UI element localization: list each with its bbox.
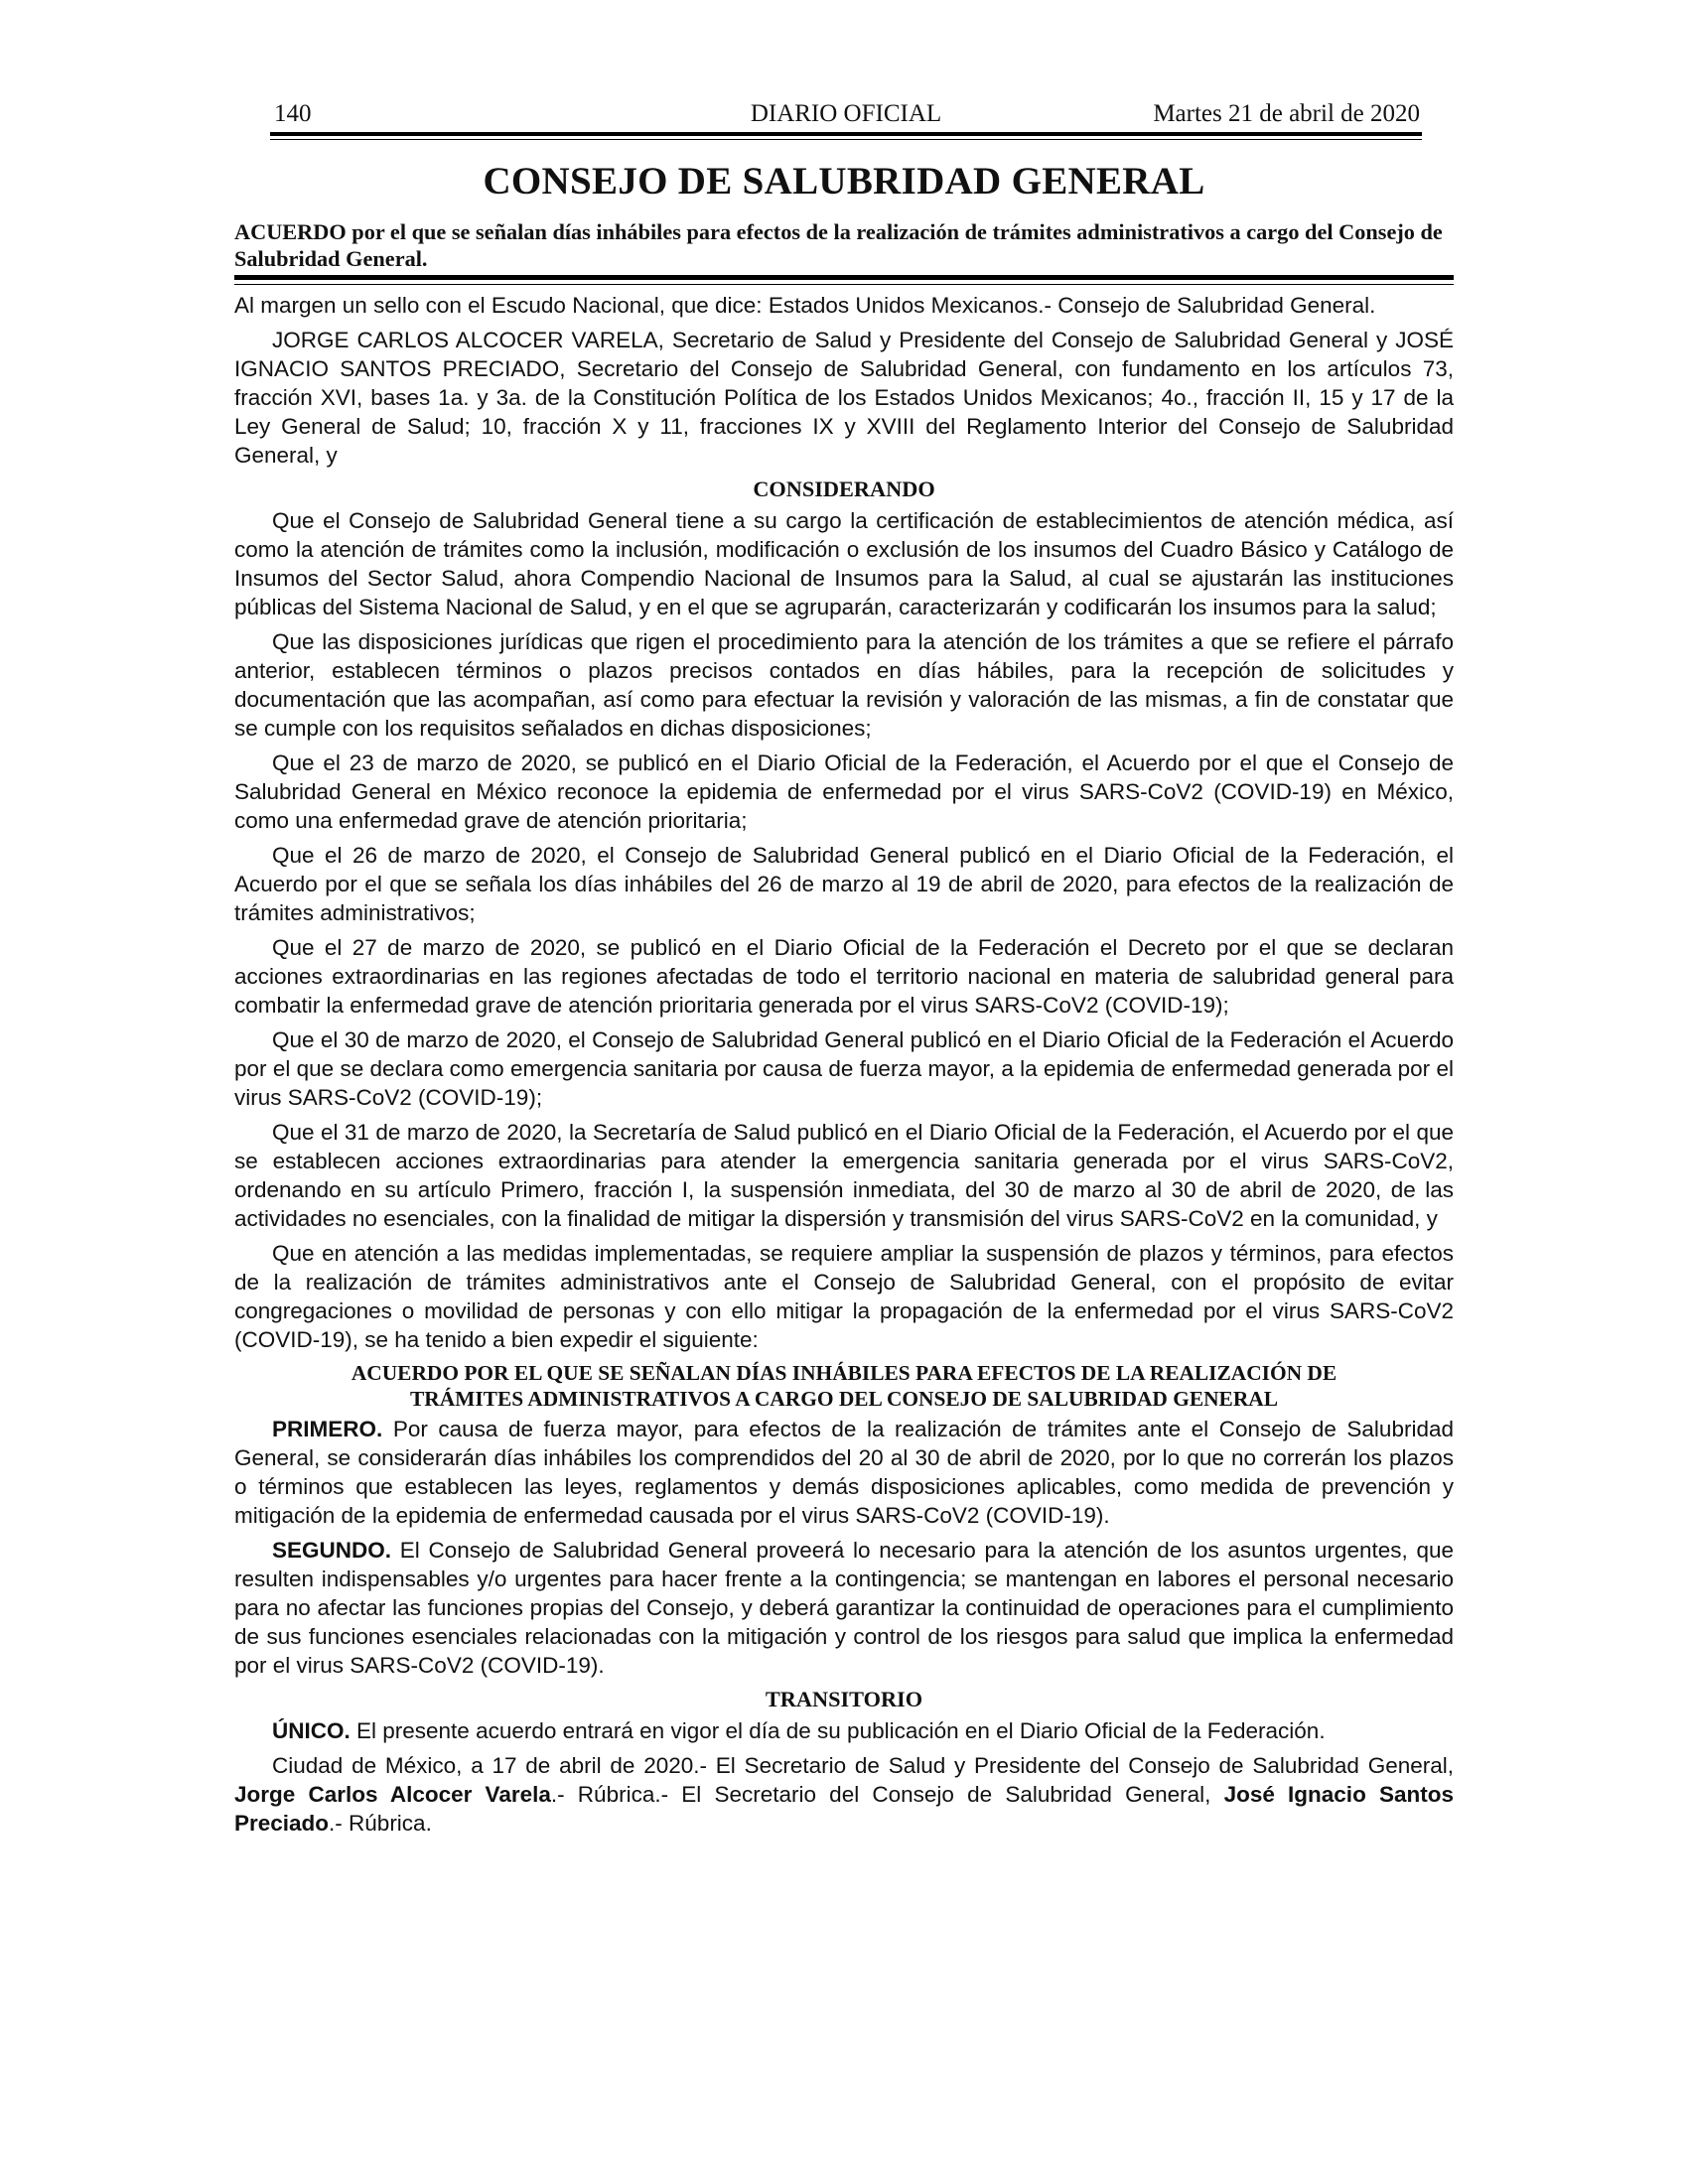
considerando-paragraph: Que el 23 de marzo de 2020, se publicó en el Diario Oficial de la Federación, el Acuerdo por el que el Consejo de Salubridad General en México reconoce la epidemia de enfermedad por el virus SARS-CoV2 (COVID-19) en México, como una enfermedad grave de atención prioritaria;	[234, 751, 1454, 833]
article-text: El Consejo de Salubridad General proveerá lo necesario para la atención de los asuntos urgentes, que resulten indispensables y/o urgentes para hacer frente a la contingencia; se mantengan en labores el personal necesario para no afectar las funciones propias del Consejo, y deberá garantizar la continuidad de operaciones para el cumplimiento de sus funciones esenciales relacionadas con la mitigación y control de los riesgos para salud que implica la enfermedad por el virus SARS-CoV2 (COVID-19).	[234, 1538, 1454, 1678]
decree-summary: ACUERDO por el que se señalan días inhábiles para efectos de la realización de trámites administrativos a cargo del Consejo de Salubridad General.	[234, 219, 1443, 271]
preamble: JORGE CARLOS ALCOCER VARELA, Secretario de Salud y Presidente del Consejo de Salubridad General y JOSÉ IGNACIO SANTOS PRECIADO, Secretario del Consejo de Salubridad General, con fundamento en los artículos 73, fracción XVI, bases 1a. y 3a. de la Constitución Política de los Estados Unidos Mexicanos; 4o., fracción II, 15 y 17 de la Ley General de Salud; 10, fracción X y 11, fracciones IX y XVIII del Reglamento Interior del Consejo de Salubridad General, y	[234, 328, 1454, 468]
signature-text: .- Rúbrica.- El Secretario del Consejo de Salubridad General,	[550, 1782, 1224, 1807]
signatory-name: José Ignacio Santos Preciado	[234, 1782, 1455, 1836]
considerando-paragraph: Que el 31 de marzo de 2020, la Secretaría de Salud publicó en el Diario Oficial de la Federación, el Acuerdo por el que se establecen acciones extraordinarias para atender la emergencia sanitaria generada por el virus SARS-CoV2, ordenando en su artículo Primero, fracción I, la suspensión inmediata, del 30 de marzo al 30 de abril de 2020, de las actividades no esenciales, con la finalidad de mitigar la dispersión y transmisión del virus SARS-CoV2 en la comunidad, y	[234, 1120, 1454, 1231]
considerando-paragraph: Que las disposiciones jurídicas que rigen el procedimiento para la atención de los trámites a que se refiere el párrafo anterior, establecen términos o plazos precisos contados en días hábiles, para la recepción de solicitudes y documentación que las acompañan, así como para efectuar la revisión y valoración de las mismas, a fin de constatar que se cumple con los requisitos señalados en dichas disposiciones;	[234, 629, 1454, 741]
article-segundo	[234, 1536, 1454, 1680]
transitorio-heading: TRANSITORIO	[765, 1687, 923, 1711]
signature-text: .- Rúbrica.	[329, 1811, 432, 1836]
summary-rule-thin	[234, 284, 1454, 285]
considerando-heading: CONSIDERANDO	[753, 477, 935, 501]
acuerdo-heading-line2: TRÁMITES ADMINISTRATIVOS A CARGO DEL CONSEJO DE SALUBRIDAD GENERAL	[410, 1387, 1278, 1411]
acuerdo-heading-line1: ACUERDO POR EL QUE SE SEÑALAN DÍAS INHÁBILES PARA EFECTOS DE LA REALIZACIÓN DE	[351, 1361, 1337, 1385]
article-unico	[234, 1716, 1454, 1745]
document-body	[234, 291, 1454, 1843]
page-number: 140	[274, 100, 312, 127]
page-header	[270, 94, 1422, 134]
considerando-paragraph: Que en atención a las medidas implementadas, se requiere ampliar la suspensión de plazos y términos, para efectos de la realización de trámites administrativos ante el Consejo de Salubridad General, con el propósito de evitar congregaciones o movilidad de personas y con ello mitigar la propagación de la enfermedad por el virus SARS-CoV2 (COVID-19), se ha tenido a bien expedir el siguiente:	[234, 1241, 1454, 1352]
summary-rule-thick	[234, 275, 1454, 280]
seal-note: Al margen un sello con el Escudo Nacional, que dice: Estados Unidos Mexicanos.- Consejo de Salubridad General.	[234, 293, 1376, 318]
header-rule-thin	[270, 139, 1422, 140]
article-text: Por causa de fuerza mayor, para efectos de la realización de trámites ante el Consejo de Salubridad General, se considerarán días inhábiles los comprendidos del 20 al 30 de abril de 2020, por lo que no correrán los plazos o términos que establecen las leyes, reglamentos y demás disposiciones aplicables, como medida de prevención y mitigación de la epidemia de enfermedad causada por el virus SARS-CoV2 (COVID-19).	[234, 1417, 1454, 1528]
article-label: ÚNICO.	[272, 1718, 351, 1743]
publication-name: DIARIO OFICIAL	[750, 100, 942, 127]
considerando-paragraph: Que el 30 de marzo de 2020, el Consejo de Salubridad General publicó en el Diario Oficial de la Federación el Acuerdo por el que se declara como emergencia sanitaria por causa de fuerza mayor, a la epidemia de enfermedad generada por el virus SARS-CoV2 (COVID-19);	[234, 1027, 1454, 1110]
section-title: CONSEJO DE SALUBRIDAD GENERAL	[483, 160, 1205, 203]
publication-date: Martes 21 de abril de 2020	[1153, 100, 1420, 127]
article-label: SEGUNDO.	[272, 1538, 392, 1563]
article-label: PRIMERO.	[272, 1417, 383, 1441]
considerando-paragraph: Que el 26 de marzo de 2020, el Consejo de Salubridad General publicó en el Diario Oficial de la Federación, el Acuerdo por el que se señala los días inhábiles del 26 de marzo al 19 de abril de 2020, para efectos de la realización de trámites administrativos;	[234, 843, 1454, 925]
signatory-name: Jorge Carlos Alcocer Varela	[234, 1782, 551, 1807]
signature-block	[234, 1751, 1454, 1838]
article-text: El presente acuerdo entrará en vigor el día de su publicación en el Diario Oficial de la Federación.	[350, 1718, 1326, 1743]
header-rule-thick	[270, 132, 1422, 136]
acuerdo-heading	[234, 1360, 1454, 1412]
signature-text: Ciudad de México, a 17 de abril de 2020.- El Secretario de Salud y Presidente del Consejo de Salubridad General,	[272, 1753, 1454, 1778]
article-primero	[234, 1415, 1454, 1530]
considerando-paragraph: Que el Consejo de Salubridad General tiene a su cargo la certificación de establecimientos de atención médica, así como la atención de trámites como la inclusión, modificación o exclusión de los insumos del Cuadro Básico y Catálogo de Insumos del Sector Salud, ahora Compendio Nacional de Insumos para la Salud, al cual se ajustarán las instituciones públicas del Sistema Nacional de Salud, y en el que se agruparán, caracterizarán y codificarán los insumos para la salud;	[234, 508, 1454, 619]
considerando-paragraph: Que el 27 de marzo de 2020, se publicó en el Diario Oficial de la Federación el Decreto por el que se declaran acciones extraordinarias en las regiones afectadas de todo el territorio nacional en materia de salubridad general para combatir la enfermedad grave de atención prioritaria generada por el virus SARS-CoV2 (COVID-19);	[234, 935, 1454, 1018]
